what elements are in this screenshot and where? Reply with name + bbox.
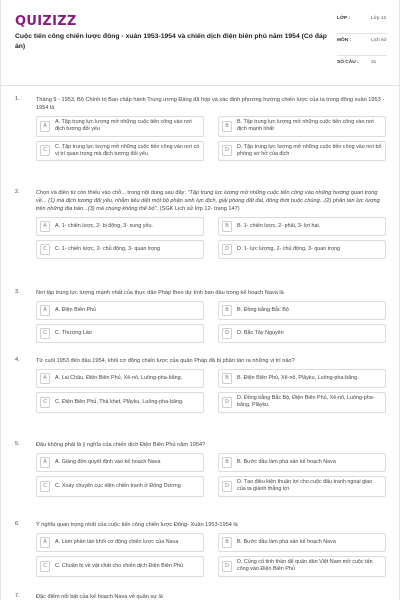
option-b[interactable] [218,533,386,552]
option-c[interactable] [36,392,204,413]
question-text: Nơi tập trung lực lượng mạnh nhất của thực dân Pháp theo dự tính ban đầu trong kế hoạch Nava là [36,290,284,296]
question-list [15,96,387,600]
option-text: C. 1- chiến lược, 2- chủ động, 3- quan trọng [55,245,161,252]
question-5 [15,441,387,521]
question-number: 7. [15,593,20,599]
option-text: A. 1- chiến lược, 2- bị động, 3- xung yếu. [55,222,153,229]
option-letter: C [40,561,50,572]
option-c[interactable] [36,240,204,259]
option-letter: C [40,244,50,255]
option-d[interactable] [218,392,386,413]
option-a[interactable] [36,116,204,137]
question-quote: "Tập trung lực lượng mở những cuộc tiến công vào những hướng quan trọng về... (1) mà địch tương đối yếu, nhằm tiêu diệt một bộ phận sinh lực địch, giải phóng đất đai, đồng thời buộc chúng...(2) phân tán lực lượng trên những địa bàn...(3) mà chúng không thể bỏ". [36,190,380,212]
question-number: 6. [15,521,20,527]
option-d[interactable] [218,141,386,162]
question-number: 1. [15,96,20,102]
meta-count-value: 31 [371,60,377,65]
option-letter: B [222,373,232,384]
option-text: A. Giáng đòn quyết định vào kế hoạch Nava [55,458,161,465]
option-letter: B [222,305,232,316]
option-text: D. Củng cố tinh thần để quân dân Việt Nam mở cuộc tấn công vào Điện Biên Phủ [237,559,373,573]
option-letter: C [40,328,50,339]
option-text: C. Thượng Lào [55,329,92,336]
question-number: 3. [15,289,20,295]
option-b[interactable] [218,116,386,137]
option-letter: B [222,537,232,548]
option-text: C. Tập trung lực lượng mở những cuộc tiến công vào nơi có vị trí quan trọng mà địch tương đối yếu [55,143,200,157]
meta-subject-row [337,34,387,56]
question-1 [15,96,387,189]
option-letter: D [222,244,232,255]
option-letter: A [40,537,50,548]
option-a[interactable] [36,533,204,552]
question-number: 2. [15,189,20,195]
option-grid [36,533,387,577]
worksheet-meta [337,12,387,78]
question-2 [15,189,387,289]
option-d[interactable] [218,240,386,259]
option-grid [36,369,387,413]
question-7 [15,593,387,600]
question-text: Đặc điểm nổi bật của kế hoạch Nava về quân sự là [36,594,163,600]
meta-subject-value: Lịch sử [371,38,387,43]
option-letter: D [222,397,232,408]
option-c[interactable] [36,141,204,162]
option-text: B. Tập trung lực lượng mở những cuộc tiến công vào nơi địch mạnh nhất [237,119,374,133]
option-letter: C [40,481,50,492]
option-text: A. Làm phân tán khối cơ động chiến lược của Nava [55,538,179,545]
option-d[interactable] [218,556,386,577]
option-text: D. Bắc Tây Nguyên [237,329,284,336]
question-text [36,189,387,213]
option-grid [36,301,387,343]
question-text: Đâu không phải là ý nghĩa của chiến dịch Điện Biên Phủ năm 1954? [36,442,206,448]
question-6 [15,521,387,593]
meta-count-label: SỐ CÂU : [337,60,359,65]
option-grid [36,116,387,161]
option-text: C. Chuẩn bị về vật chất cho chiến dịch Điện Biên Phủ [55,562,183,569]
option-grid [36,453,387,497]
question-number: 4. [15,357,20,363]
option-text: B. Bước đầu làm phá sản kế hoạch Nava [237,538,336,545]
meta-subject-label: MÔN : [337,38,352,43]
meta-count-row [337,56,387,78]
option-letter: D [222,328,232,339]
option-text: C. Điện Biên Phủ, Thà khẹt, Plâyku, Luông-pha-băng. [55,398,184,405]
option-letter: B [222,457,232,468]
option-text: B. Điện Biên Phủ, Xê-nô, Plâyku, Luông-pha-băng. [237,374,359,381]
option-letter: D [222,145,232,156]
option-letter: A [40,457,50,468]
question-4 [15,357,387,441]
option-b[interactable] [218,453,386,472]
option-text: D. 1- lực lượng, 2- chủ động, 3- quan trọng [237,245,341,252]
option-b[interactable] [218,217,386,236]
quizizz-logo: QUIZIZZ [15,14,77,29]
option-letter: C [40,397,50,408]
option-text: A. Tập trung lực lượng mở những cuộc tiến công vào nơi địch tương đối yếu [55,119,192,133]
option-text: D. Tập trung lực lượng mở những cuộc tiến công vào nơi bố phòng sơ hở của địch [237,143,382,157]
option-b[interactable] [218,369,386,388]
option-letter: D [222,561,232,572]
option-a[interactable] [36,369,204,388]
option-d[interactable] [218,476,386,497]
option-a[interactable] [36,217,204,236]
meta-class-label: LỚP : [337,16,351,21]
meta-class-row [337,12,387,34]
option-text: D. Tạo điều kiện thuận lợi cho cuộc đấu tranh ngoại giao của ta giành thắng lợi [237,479,373,493]
option-a[interactable] [36,301,204,320]
worksheet-title: Cuộc tiến công chiến lược đông - xuân 1953-1954 và chiến dịch điện biên phủ năm 1954 (Có đáp án) [15,33,327,50]
question-number: 5. [15,441,20,447]
option-text: B. Đồng bằng Bắc Bộ [237,306,289,313]
option-letter: C [40,145,50,156]
question-text: Từ cuối 1953 đến đầu 1954, khối cơ động chiến lược của quân Pháp đã bị phân tán ra những vị trí nào? [36,358,295,364]
question-3 [15,289,387,357]
option-a[interactable] [36,453,204,472]
worksheet-header [15,10,387,80]
option-b[interactable] [218,301,386,320]
header-divider [1,85,400,86]
option-letter: D [222,481,232,492]
option-grid [36,217,387,259]
meta-class-value: Lớp 12 [371,16,387,21]
option-letter: A [40,221,50,232]
option-letter: B [222,121,232,132]
option-c[interactable] [36,476,204,497]
option-c[interactable] [36,324,204,343]
option-letter: A [40,121,50,132]
option-text: A. Điện Biên Phủ [55,306,97,313]
option-letter: B [222,221,232,232]
option-text: B. Bước đầu làm phá sản kế hoạch Nava [237,458,336,465]
option-letter: A [40,305,50,316]
option-text: B. 1- chiến lược, 2- phải, 3- lợi hại. [237,222,321,229]
option-text: A. Lai Châu, Điện Biên Phủ, Xê-nô, Luông-pha-băng. [55,374,183,381]
question-source: (SGK Lịch sử lớp 12- trang 147) [159,206,240,212]
question-prompt: Chọn và điền từ còn thiếu vào chỗ... trong nội dung sau đây: [36,190,186,196]
question-text: Ý nghĩa quan trọng nhất của cuộc tiến công chiến lược Đông- Xuân 1953-1954 là [36,522,238,528]
option-text: C. Xoay chuyển cục diện chiến tranh ở Đông Dương [55,482,181,489]
option-d[interactable] [218,324,386,343]
option-c[interactable] [36,556,204,577]
option-text: D. Đồng bằng Bắc Bộ, Điện Biên Phủ, Xê-nô, Luông-pha-băng, Plâyku. [237,395,375,409]
question-text: Tháng 9 - 1953, Bộ Chính trị Ban chấp hành Trung ương Đảng đã họp và xác định phương hướng chiến lược của ta trong đông xuân 1953 - 1954 là [36,97,385,111]
option-letter: A [40,373,50,384]
